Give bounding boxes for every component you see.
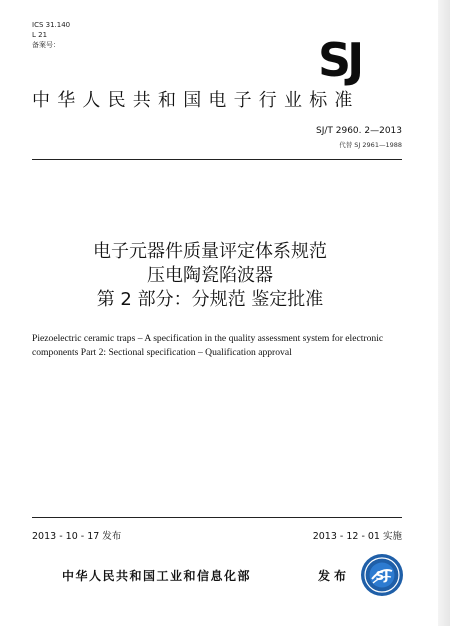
ministry-seal-icon <box>360 553 404 597</box>
title-cn-line-3: 第 2 部分：分规范 鉴定批准 <box>96 289 324 310</box>
standard-number: SJ/T 2960. 2—2013 <box>315 126 402 136</box>
page-edge-shadow <box>438 0 450 626</box>
implement-date: 2013 - 12 - 01 实施 <box>312 531 402 542</box>
record-number-label: 备案号： <box>32 41 60 49</box>
replaces-note: 代替 SJ 2961—1988 <box>339 141 402 149</box>
header-divider <box>32 159 402 160</box>
classification-code: L 21 <box>32 31 48 39</box>
title-cn-line-1: 电子元器件质量评定体系规范 <box>93 241 327 262</box>
footer-divider <box>32 517 402 518</box>
title-en: Piezoelectric ceramic traps – A specification in the quality assessment system for electronic components Part 2: Sectional specification – Qualification approval <box>32 333 384 358</box>
publish-date: 2013 - 10 - 17 发布 <box>32 531 122 542</box>
issuing-ministry: 中华人民共和国工业和信息化部 <box>62 569 252 583</box>
standard-category-title: 中华人民共和国电子行业标准 <box>32 90 360 111</box>
sj-logo: SJ <box>318 33 361 87</box>
ics-code: ICS 31.140 <box>32 21 71 29</box>
svg-text:SJ: SJ <box>375 569 389 583</box>
title-cn-line-2: 压电陶瓷陷波器 <box>147 265 273 286</box>
issue-label: 发布 <box>318 569 351 583</box>
